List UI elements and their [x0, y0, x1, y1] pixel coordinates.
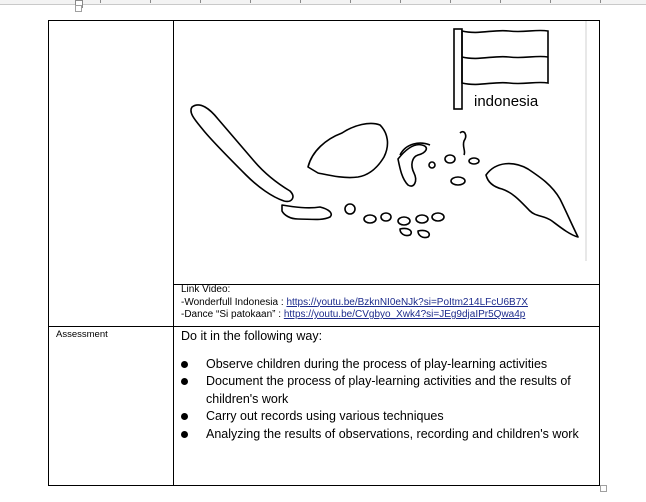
assessment-item-text: Observe children during the process of play-learning activities [206, 356, 548, 371]
map-caption: indonesia [474, 93, 539, 110]
ruler-tick [300, 0, 301, 3]
ruler-tick [100, 0, 101, 3]
video-link-label: -Wonderfull Indonesia : [181, 296, 287, 308]
assessment-label: Assessment [56, 329, 108, 340]
table-resize-handle[interactable] [600, 485, 607, 492]
ruler-tick [350, 0, 351, 3]
ruler-tick [550, 0, 551, 3]
ruler-tick [600, 0, 601, 3]
ruler-tick [250, 0, 251, 3]
ruler-tick [450, 0, 451, 3]
indonesia-islands [191, 105, 578, 238]
ruler-tick [150, 0, 151, 3]
video-link-row [181, 297, 528, 310]
table-move-handle[interactable] [75, 5, 82, 12]
wonderful-indonesia-link[interactable]: https://youtu.be/BzknNI0eNJk?si=PoItm214LFcU6B7X [286, 296, 528, 308]
bullet-icon [181, 431, 188, 438]
bullet-icon [181, 413, 188, 420]
assessment-list-item [181, 356, 596, 374]
horizontal-ruler [0, 0, 646, 5]
assessment-list-item [181, 408, 596, 426]
assessment-item-text: Analyzing the results of observations, recording and children's work [206, 426, 579, 441]
indonesia-map-image[interactable] [174, 21, 599, 284]
si-patokaan-link[interactable]: https://youtu.be/CVgbyo_Xwk4?si=JEg9djaIPr5Qwa4p [283, 309, 526, 320]
assessment-item-text: Carry out records using various techniques [206, 409, 444, 423]
assessment-item-text: Document the process of play-learning activities and the results of children's work [206, 374, 571, 406]
table-border-right [599, 20, 600, 486]
table-row-divider [48, 326, 600, 327]
ruler-tick [200, 0, 201, 3]
assessment-list [181, 356, 596, 444]
ruler-tick [500, 0, 501, 3]
table-border-left [48, 20, 49, 486]
assessment-content [181, 328, 596, 443]
video-links-heading: Link Video: [181, 284, 231, 295]
assessment-list-item [181, 373, 596, 408]
bullet-icon [181, 378, 188, 385]
assessment-list-item [181, 426, 596, 444]
bullet-icon [181, 361, 188, 368]
map-drawing [174, 21, 599, 284]
video-links-section [181, 284, 528, 322]
video-link-label: -Dance “Si patokaan” : [181, 309, 284, 320]
video-link-row [181, 309, 528, 322]
ruler-tick [400, 0, 401, 3]
table-border-bottom [48, 485, 600, 486]
assessment-intro: Do it in the following way: [181, 329, 323, 343]
